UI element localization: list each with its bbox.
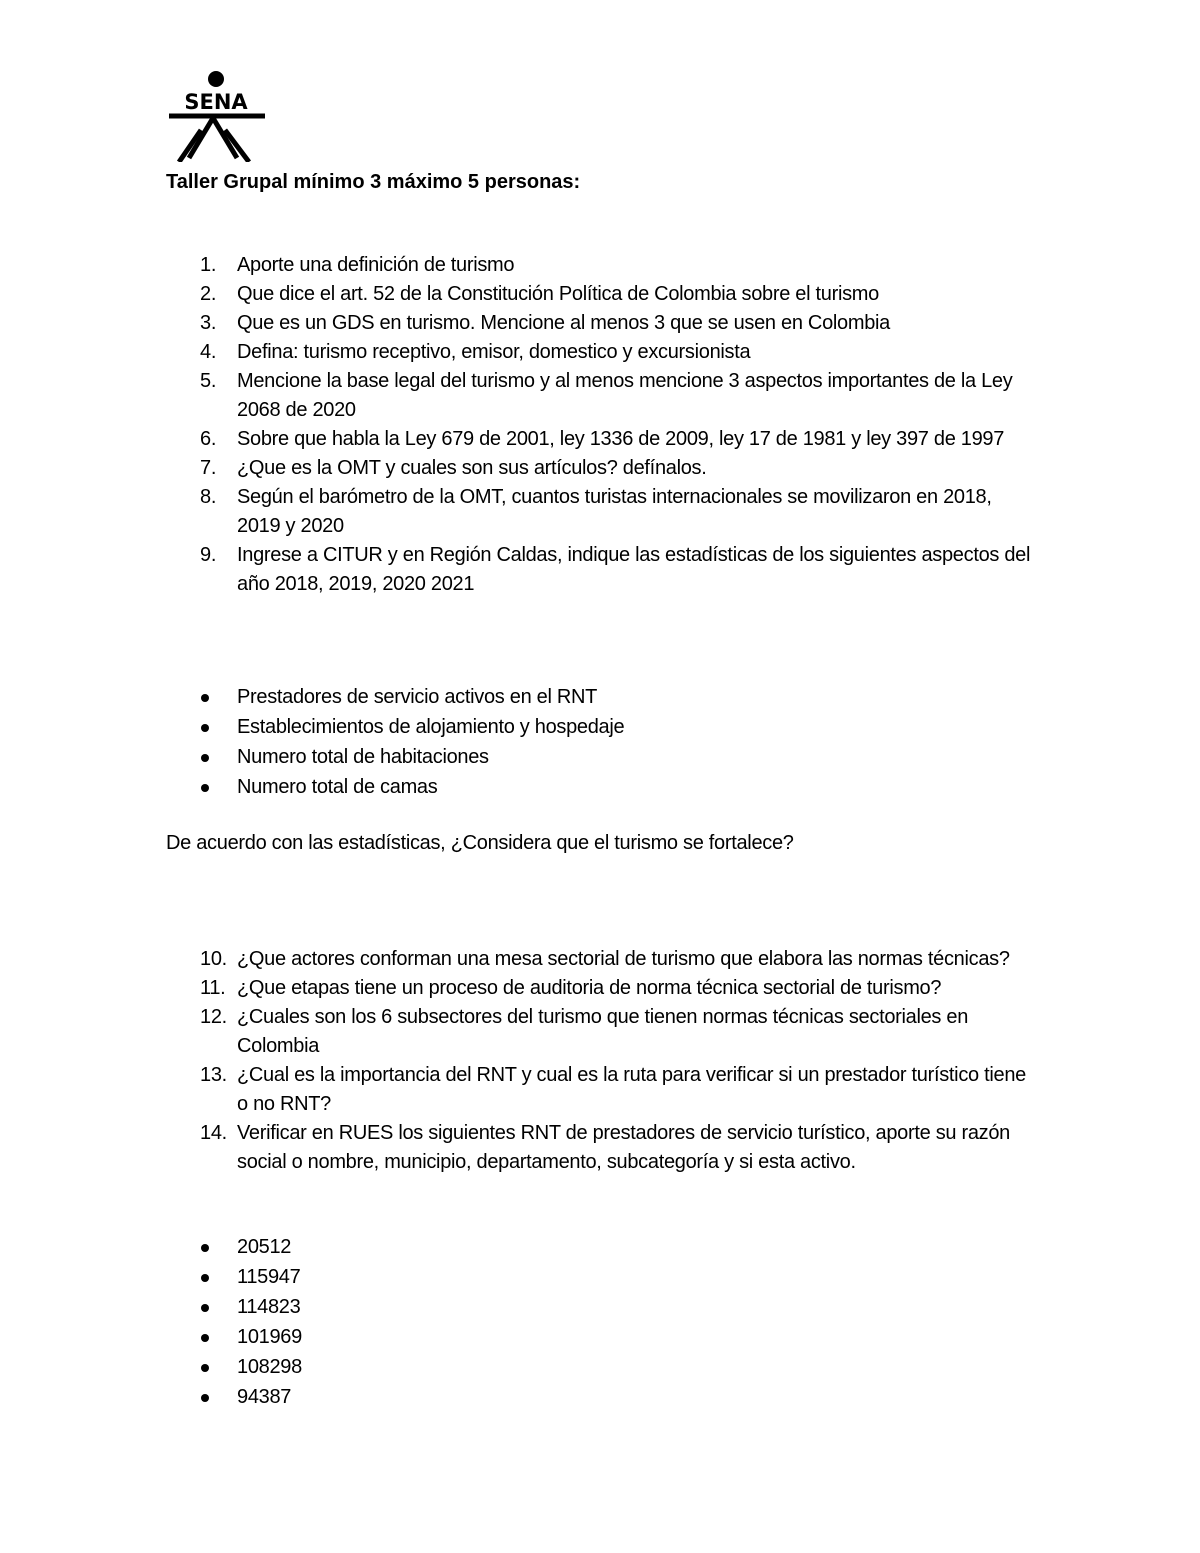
question-item — [0, 974, 1037, 1003]
rnt-numbers-list — [0, 1232, 1037, 1412]
question-item — [0, 280, 1037, 309]
bullet-item — [0, 1292, 1037, 1322]
bullet-text: 101969 — [237, 1326, 302, 1348]
logo-wordmark: SENA — [184, 90, 248, 114]
question-number: 11. — [200, 977, 226, 999]
bullet-icon — [201, 694, 209, 702]
bullet-item — [0, 1352, 1037, 1382]
question-item — [0, 454, 1037, 483]
question-text: ¿Que actores conforman una mesa sectorial de turismo que elabora las normas técnicas? — [237, 948, 1010, 970]
bullet-icon — [201, 784, 209, 792]
question-text: Sobre que habla la Ley 679 de 2001, ley 1336 de 2009, ley 17 de 1981 y ley 397 de 1997 — [237, 428, 1005, 450]
question-item — [0, 309, 1037, 338]
question-text: Según el barómetro de la OMT, cuantos turistas internacionales se movilizaron en 2018, 2019 y 2020 — [237, 486, 992, 537]
question-number: 2. — [200, 283, 217, 305]
question-text: Que es un GDS en turismo. Mencione al menos 3 que se usen en Colombia — [237, 312, 891, 334]
bullet-icon — [201, 1394, 209, 1402]
question-number: 3. — [200, 312, 217, 334]
question-item — [0, 483, 1037, 541]
bullet-item — [0, 1322, 1037, 1352]
bullet-icon — [201, 1244, 209, 1252]
question-item — [0, 251, 1037, 280]
bullet-text: Numero total de camas — [237, 776, 438, 798]
question-item — [0, 541, 1037, 599]
bullet-item — [0, 1382, 1037, 1412]
question-number: 4. — [200, 341, 217, 363]
bullet-item — [0, 682, 1037, 712]
question-text: Aporte una definición de turismo — [237, 254, 515, 276]
bullet-text: Establecimientos de alojamiento y hospedaje — [237, 716, 625, 738]
question-text: Ingrese a CITUR y en Región Caldas, indique las estadísticas de los siguientes aspectos del año 2018, 2019, 2020 2021 — [237, 544, 1031, 595]
bullet-item — [0, 1232, 1037, 1262]
question-item — [0, 338, 1037, 367]
question-number: 6. — [200, 428, 217, 450]
question-item — [0, 425, 1037, 454]
bullet-item — [0, 772, 1037, 802]
question-item — [0, 1003, 1037, 1061]
question-item — [0, 367, 1037, 425]
question-text: ¿Que es la OMT y cuales son sus artículos? defínalos. — [237, 457, 707, 479]
question-number: 13. — [200, 1064, 227, 1086]
bullet-text: 114823 — [237, 1296, 301, 1318]
bullet-text: Prestadores de servicio activos en el RNT — [237, 686, 598, 708]
bullet-item — [0, 742, 1037, 772]
question-number: 5. — [200, 370, 217, 392]
page-title: Taller Grupal mínimo 3 máximo 5 personas: — [166, 171, 581, 193]
question-text: ¿Cuales son los 6 subsectores del turismo que tienen normas técnicas sectoriales en Colombia — [237, 1006, 969, 1057]
questions-list-2 — [0, 945, 1037, 1177]
bullet-text: 115947 — [237, 1266, 301, 1288]
question-number: 12. — [200, 1006, 227, 1028]
question-item — [0, 945, 1037, 974]
question-text: ¿Cual es la importancia del RNT y cual es la ruta para verificar si un prestador turístico tiene o no RNT? — [237, 1064, 1026, 1115]
sena-logo — [167, 70, 267, 162]
question-text: Que dice el art. 52 de la Constitución Política de Colombia sobre el turismo — [237, 283, 879, 305]
bullet-text: Numero total de habitaciones — [237, 746, 489, 768]
bullet-item — [0, 712, 1037, 742]
question-number: 1. — [200, 254, 217, 276]
question-item — [0, 1119, 1037, 1177]
questions-list-1 — [0, 251, 1037, 599]
reflection-question: De acuerdo con las estadísticas, ¿Considera que el turismo se fortalece? — [166, 832, 794, 854]
bullet-icon — [201, 1304, 209, 1312]
bullet-text: 94387 — [237, 1386, 292, 1408]
sena-logo-graphic — [167, 70, 267, 162]
question-text: Verificar en RUES los siguientes RNT de prestadores de servicio turístico, aporte su razón social o nombre, municipio, departamento, subcategoría y si esta activo. — [237, 1122, 1011, 1173]
bullet-text: 20512 — [237, 1236, 292, 1258]
question-text: Mencione la base legal del turismo y al menos mencione 3 aspectos importantes de la Ley 2068 de 2020 — [237, 370, 1013, 421]
bullet-text: 108298 — [237, 1356, 302, 1378]
bullet-icon — [201, 1274, 209, 1282]
bullet-icon — [201, 1364, 209, 1372]
question-number: 14. — [200, 1122, 227, 1144]
bullet-icon — [201, 1334, 209, 1342]
question-number: 8. — [200, 486, 217, 508]
question-number: 7. — [200, 457, 217, 479]
bullet-icon — [201, 724, 209, 732]
bullet-item — [0, 1262, 1037, 1292]
question-number: 10. — [200, 948, 227, 970]
question-number: 9. — [200, 544, 217, 566]
citur-aspects-list — [0, 682, 1037, 802]
bullet-icon — [201, 754, 209, 762]
question-text: Defina: turismo receptivo, emisor, domestico y excursionista — [237, 341, 751, 363]
question-text: ¿Que etapas tiene un proceso de auditoria de norma técnica sectorial de turismo? — [237, 977, 942, 999]
question-item — [0, 1061, 1037, 1119]
